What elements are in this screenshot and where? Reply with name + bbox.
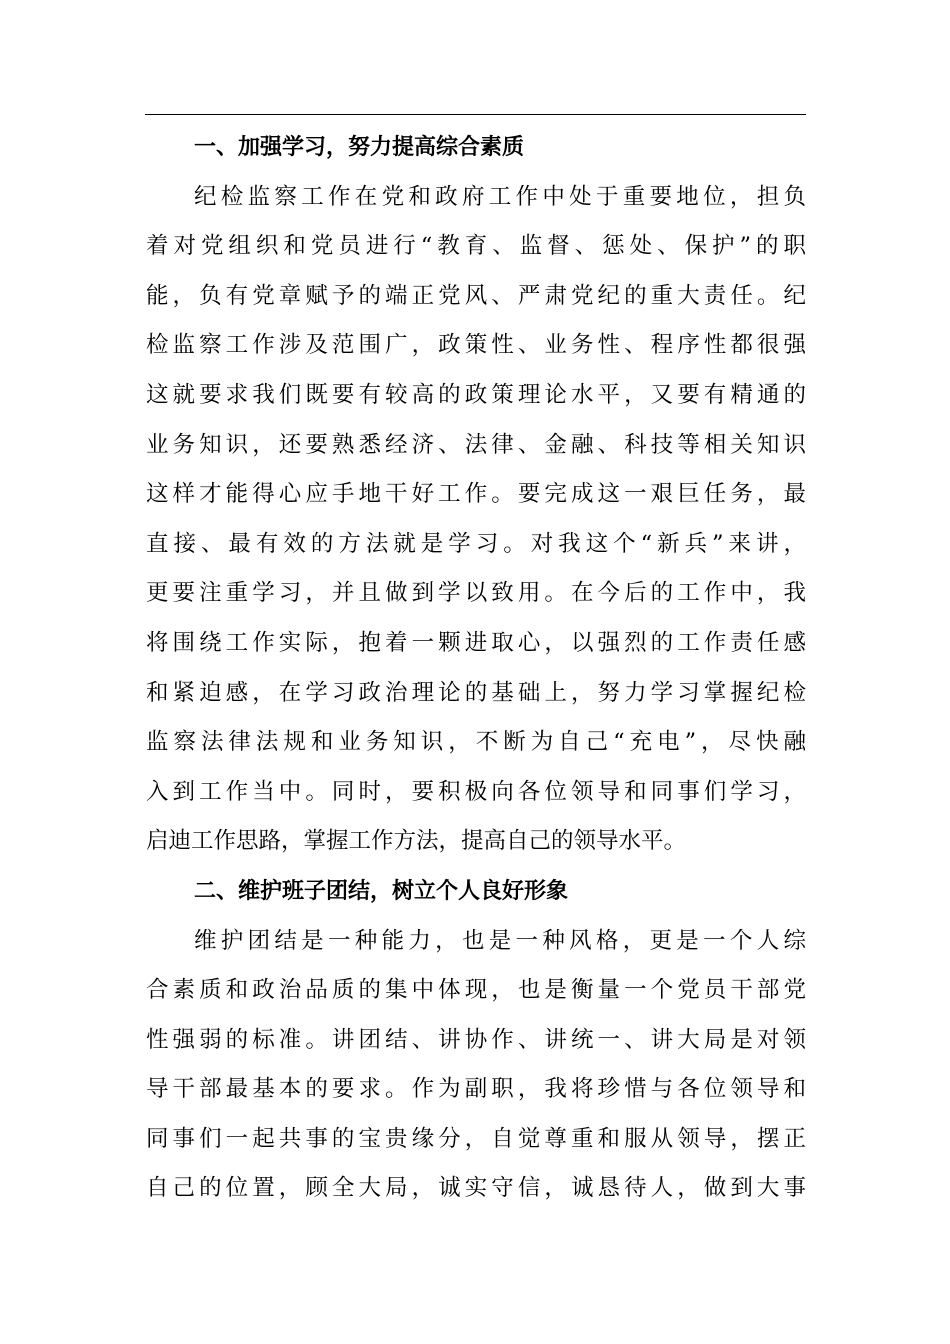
header-rule <box>145 114 806 115</box>
paragraph-line-last: 启迪工作思路，掌握工作方法，提高自己的领导水平。 <box>146 828 687 855</box>
paragraph-line: 着对党组织和党员进行“教育、监督、惩处、保护”的职 <box>146 233 806 260</box>
paragraph-line: 这样才能得心应手地干好工作。要完成这一艰巨任务，最 <box>146 481 806 508</box>
paragraph-line: 纪检监察工作在党和政府工作中处于重要地位，担负 <box>194 183 806 210</box>
paragraph-line: 检监察工作涉及范围广，政策性、业务性、程序性都很强 <box>146 332 806 359</box>
paragraph-line: 监察法律法规和业务知识，不断为自己“充电”，尽快融 <box>146 729 806 756</box>
paragraph-line: 自己的位置，顾全大局，诚实守信，诚恳待人，做到大事 <box>146 1175 806 1202</box>
paragraph-line: 这就要求我们既要有较高的政策理论水平，又要有精通的 <box>146 381 806 408</box>
section-heading-2: 二、维护班子团结，树立个人良好形象 <box>194 878 569 904</box>
paragraph-line: 维护团结是一种能力，也是一种风格，更是一个人综 <box>194 927 806 954</box>
paragraph-line: 更要注重学习，并且做到学以致用。在今后的工作中，我 <box>146 580 806 607</box>
paragraph-line: 同事们一起共事的宝贵缘分，自觉尊重和服从领导，摆正 <box>146 1125 806 1152</box>
paragraph-line: 入到工作当中。同时，要积极向各位领导和同事们学习， <box>146 778 806 805</box>
paragraph-line: 导干部最基本的要求。作为副职，我将珍惜与各位领导和 <box>146 1076 806 1103</box>
paragraph-line: 直接、最有效的方法就是学习。对我这个“新兵”来讲， <box>146 530 806 557</box>
document-body <box>146 123 806 1214</box>
paragraph-line: 业务知识，还要熟悉经济、法律、金融、科技等相关知识 <box>146 431 806 458</box>
paragraph-line: 和紧迫感，在学习政治理论的基础上，努力学习掌握纪检 <box>146 679 806 706</box>
paragraph-line: 能，负有党章赋予的端正党风、严肃党纪的重大责任。纪 <box>146 282 806 309</box>
paragraph-line: 性强弱的标准。讲团结、讲协作、讲统一、讲大局是对领 <box>146 1026 806 1053</box>
section-heading-1: 一、加强学习，努力提高综合素质 <box>194 135 525 160</box>
paragraph-line: 合素质和政治品质的集中体现，也是衡量一个党员干部党 <box>146 977 806 1004</box>
paragraph-line: 将围绕工作实际，抱着一颗进取心，以强烈的工作责任感 <box>146 629 806 656</box>
